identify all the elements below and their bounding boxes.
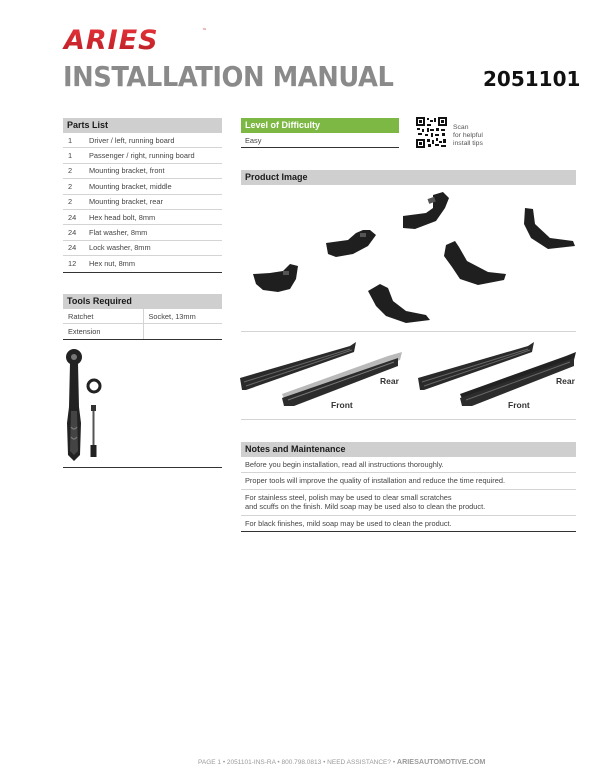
qr-caption-line: Scan: [453, 124, 469, 131]
parts-desc: Flat washer, 8mm: [89, 228, 148, 238]
part-number: 2051101: [483, 67, 581, 91]
parts-qty: 24: [68, 212, 77, 222]
right-boards: [418, 342, 576, 406]
left-rear-label: Rear: [380, 376, 399, 386]
parts-qty: 2: [68, 197, 73, 207]
parts-row: [63, 241, 222, 256]
note-text: and scuffs on the finish. Mild soap may be used also to clean the product.: [245, 502, 486, 512]
right-rear-label: Rear: [556, 376, 575, 386]
parts-row: [63, 210, 222, 225]
notes-heading: Notes and Maintenance: [241, 442, 576, 457]
footer-help: NEED ASSISTANCE?: [327, 759, 391, 766]
parts-list-table: [63, 133, 222, 273]
parts-qty: 2: [68, 166, 73, 176]
tools-row: [63, 324, 222, 339]
parts-qty: 12: [68, 259, 77, 269]
parts-qty: 24: [68, 243, 77, 253]
note-item: [241, 490, 576, 516]
note-text: For black finishes, mild soap may be used to clean the product.: [245, 518, 452, 528]
parts-row: [63, 256, 222, 271]
tools-table: [63, 309, 222, 340]
qr-code-icon[interactable]: [416, 117, 447, 148]
parts-desc: Mounting bracket, middle: [89, 181, 172, 191]
divider: [241, 419, 576, 420]
parts-row: [63, 179, 222, 194]
tool-cell: Socket, 13mm: [143, 309, 223, 323]
footer-bullet: •: [392, 759, 396, 766]
parts-qty: 24: [68, 228, 77, 238]
tools-row: [63, 309, 222, 324]
manual-title: INSTALLATION MANUAL: [63, 60, 394, 93]
parts-row: [63, 225, 222, 240]
note-item: [241, 473, 576, 489]
parts-row: [63, 164, 222, 179]
note-text: Proper tools will improve the quality of installation and reduce the time required.: [245, 476, 506, 486]
footer-bullet: •: [277, 759, 280, 766]
parts-desc: Lock washer, 8mm: [89, 243, 151, 253]
product-image-heading: Product Image: [241, 170, 576, 185]
footer-bullet: •: [323, 759, 326, 766]
brand-text: ARIES: [64, 25, 159, 54]
extension-icon: [91, 405, 97, 457]
note-item: [241, 457, 576, 473]
aries-logo: [62, 24, 212, 54]
tool-cell: Ratchet: [68, 311, 94, 321]
notes-list: [241, 457, 576, 532]
parts-qty: 2: [68, 181, 73, 191]
footer-page: PAGE 1: [198, 759, 222, 766]
ratchet-icon: [66, 349, 82, 461]
socket-icon: [88, 380, 100, 392]
note-text: Before you begin installation, read all instructions thoroughly.: [245, 460, 444, 469]
tool-cell: [143, 324, 223, 339]
qr-caption: [453, 124, 523, 148]
parts-desc: Driver / left, running board: [89, 135, 175, 145]
divider: [241, 331, 576, 332]
footer-url-link[interactable]: ARIESAUTOMOTIVE.COM: [396, 757, 486, 766]
qr-caption-line: install tips: [453, 140, 483, 147]
qr-caption-line: for helpful: [453, 132, 483, 139]
tools-illustration: [63, 347, 123, 463]
footer-bullet: •: [222, 759, 226, 766]
difficulty-heading: Level of Difficulty: [241, 118, 399, 133]
parts-qty: 1: [68, 135, 73, 145]
parts-row: [63, 133, 222, 148]
tools-required-heading: Tools Required: [63, 294, 222, 309]
parts-desc: Passenger / right, running board: [89, 151, 195, 161]
parts-row: [63, 148, 222, 163]
page-footer: [198, 757, 578, 766]
note-item: [241, 516, 576, 531]
left-boards: [240, 342, 402, 406]
tools-rule: [63, 467, 222, 468]
parts-desc: Mounting bracket, front: [89, 166, 165, 176]
svg-text:™: ™: [202, 28, 207, 34]
left-front-label: Front: [331, 400, 353, 410]
tool-cell: Extension: [68, 327, 101, 336]
parts-list-heading: Parts List: [63, 118, 222, 133]
right-front-label: Front: [508, 400, 530, 410]
footer-doc-code: 2051101-INS-RA: [226, 759, 276, 766]
footer-phone: 800.798.0813: [281, 759, 322, 766]
difficulty-value: Easy: [241, 133, 399, 148]
parts-row: [63, 195, 222, 210]
parts-desc: Hex head bolt, 8mm: [89, 212, 156, 222]
parts-desc: Mounting bracket, rear: [89, 197, 163, 207]
mounting-brackets-image: [238, 186, 578, 330]
parts-desc: Hex nut, 8mm: [89, 259, 136, 269]
note-text: For stainless steel, polish may be used to clear small scratches: [245, 492, 452, 502]
parts-qty: 1: [68, 151, 73, 161]
